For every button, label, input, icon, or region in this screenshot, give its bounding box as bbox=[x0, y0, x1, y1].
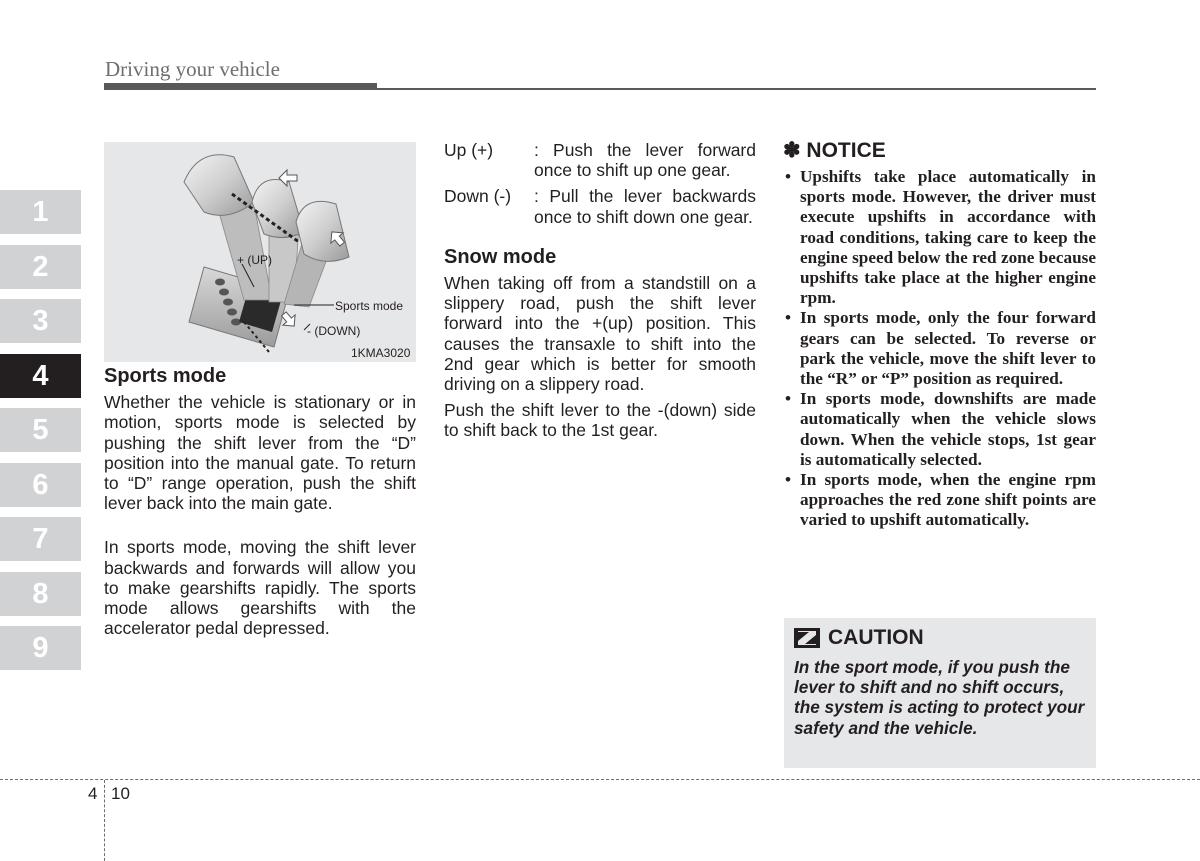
snow-mode-heading: Snow mode bbox=[444, 245, 557, 268]
snow-mode-para-2: Push the shift lever to the -(down) side to shift back to the 1st gear. bbox=[444, 400, 756, 441]
chapter-tab-3[interactable]: 3 bbox=[0, 299, 81, 343]
sports-mode-para-2: In sports mode, moving the shift lever backwards and forwards will allow you to make gearshifts rapidly. The sports mode allows gearshifts with the accelerator pedal depressed. bbox=[104, 537, 416, 639]
sports-mode-section bbox=[104, 366, 416, 638]
shift-down-term: Down (-) bbox=[444, 186, 512, 207]
chapter-tab-5[interactable]: 5 bbox=[0, 408, 81, 452]
shift-down-text: : Pull the lever backwards once to shift down one gear. bbox=[534, 186, 756, 227]
chapter-tab-7[interactable]: 7 bbox=[0, 517, 81, 561]
notice-list bbox=[783, 167, 1096, 531]
shift-lever-drawing bbox=[104, 142, 416, 362]
figure-code: 1KMA3020 bbox=[351, 346, 411, 360]
chapter-tab-2[interactable]: 2 bbox=[0, 245, 81, 289]
label-down: - (DOWN) bbox=[307, 324, 361, 338]
notice-item: • In sports mode, downshifts are made automatically when the vehicle slows down. When the vehicle stops, 1st gear is automatically selected. bbox=[783, 389, 1096, 470]
footer-vertical-divider bbox=[104, 780, 105, 861]
snow-mode-para-1: When taking off from a standstill on a slippery road, push the shift lever forward into the +(up) position. This causes the transaxle to shift into the 2nd gear which is better for smooth driving on a slippery road. bbox=[444, 273, 756, 395]
caution-box bbox=[784, 618, 1096, 768]
chapter-tab-1[interactable]: 1 bbox=[0, 190, 81, 234]
footer-divider bbox=[0, 779, 1200, 780]
shift-up-text: : Push the lever forward once to shift up one gear. bbox=[534, 140, 756, 181]
shift-up-term: Up (+) bbox=[444, 140, 494, 160]
caution-title: CAUTION bbox=[828, 626, 924, 649]
sports-mode-heading: Sports mode bbox=[104, 365, 227, 387]
header-rule-thick bbox=[104, 83, 377, 90]
shift-down-row bbox=[444, 186, 756, 226]
chapter-tab-6[interactable]: 6 bbox=[0, 463, 81, 507]
notice-item: • In sports mode, when the engine rpm approaches the red zone shift points are varied to upshift automatically. bbox=[783, 470, 1096, 531]
header-rule-thin bbox=[377, 88, 1096, 90]
notice-item: • Upshifts take place automatically in sports mode. However, the driver must execute upshifts in accordance with road conditions, taking care to keep the engine speed below the red zone because upshifts take place at the higher engine rpm. bbox=[783, 167, 1096, 308]
chapter-tab-4[interactable]: 4 bbox=[0, 354, 81, 398]
notice-title: ✽ NOTICE bbox=[783, 139, 886, 162]
sports-mode-para-1: Whether the vehicle is stationary or in motion, sports mode is selected by pushing the shift lever from the “D” position into the manual gate. To return to “D” range operation, push the shift lever back into the main gate. bbox=[104, 392, 416, 514]
chapter-tab-9[interactable]: 9 bbox=[0, 626, 81, 670]
section-header-title: Driving your vehicle bbox=[105, 57, 280, 81]
caution-text: In the sport mode, if you push the lever to shift and no shift occurs, the system is acting to protect your safety and the vehicle. bbox=[794, 657, 1085, 738]
caution-icon bbox=[794, 628, 820, 648]
footer-chapter-number: 4 bbox=[88, 784, 98, 803]
shift-section bbox=[444, 140, 756, 441]
label-sports-mode: Sports mode bbox=[335, 299, 404, 313]
chapter-tab-8[interactable]: 8 bbox=[0, 572, 81, 616]
notice-item: • In sports mode, only the four forward gears can be selected. To reverse or park the vehicle, move the shift lever to the “R” or “P” position as required. bbox=[783, 308, 1096, 389]
caution-heading bbox=[794, 626, 924, 650]
shift-lever-illustration bbox=[104, 142, 416, 362]
footer-page-number: 10 bbox=[111, 784, 130, 803]
label-up: + (UP) bbox=[237, 253, 273, 267]
shift-up-row bbox=[444, 140, 756, 180]
